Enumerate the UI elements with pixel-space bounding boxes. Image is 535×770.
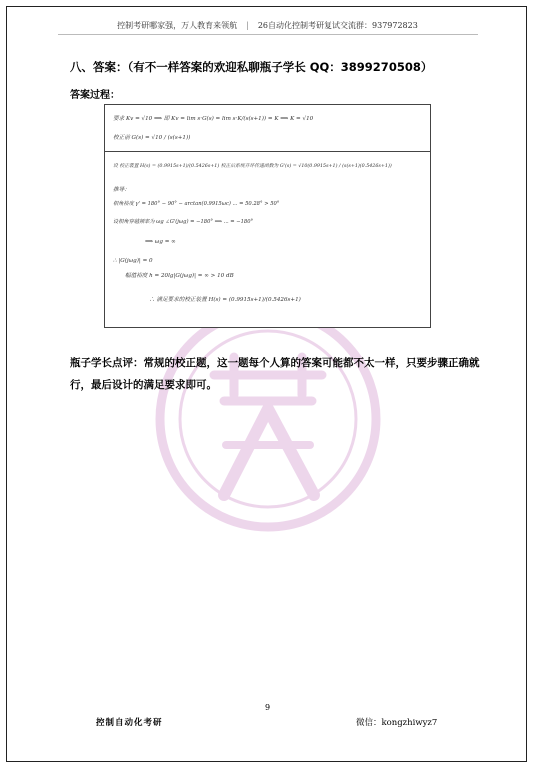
- page-number: 9: [264, 703, 271, 712]
- header-rule: [58, 34, 478, 35]
- hw-line-4: 推导：: [113, 187, 130, 193]
- watermark-logo: [154, 305, 382, 533]
- handwriting-layer: [105, 105, 432, 329]
- page-header: [0, 20, 535, 31]
- hw-line-9: 幅值裕度 h = 20lg|G(jωg)| = ∞ > 10 dB: [125, 273, 234, 279]
- hw-line-3: 设 校正装置 H(s) = (0.9915s+1)/(0.5426s+1) 校正后系统开环传递函数为 G'(s) = √10(0.9915s+1) / (s(s+1)(0.5426s+1)): [113, 164, 392, 169]
- header-right-text: 26自动化控制考研复试交流群：937972823: [257, 21, 418, 30]
- footer-right-text: 微信：kongzhiwyz7: [356, 718, 438, 728]
- hw-line-6: 设相角穿越频率为 ωg ∠G'(jωg) = −180° ⟹ ... = −180°: [113, 219, 254, 225]
- hw-line-1: 要求 Kv = √10 ⟹ 即 Kv = lim s·G(s) = lim s·K/(s(s+1)) = K ⟹ K = √10: [113, 116, 314, 122]
- hw-line-5: 相角裕度 γ' = 180° − 90° − arctan(0.9915ωc) ... = 50.28° > 50°: [113, 201, 280, 207]
- answer-process-label: 答案过程：: [70, 90, 120, 101]
- header-left-text: 控制考研哪家强，万人教育来领航: [117, 21, 238, 30]
- teacher-comment: 瓶子学长点评：常规的校正题，这一题每个人算的答案可能都不太一样，只要步骤正确就行，最后设计的满足要求即可。: [70, 357, 480, 391]
- hw-line-10: ∴ 满足要求的校正装置 H(s) = (0.9915s+1)/(0.5426s+1): [149, 297, 301, 303]
- hw-line-2: 校正前 G(s) = √10 / (s(s+1)): [113, 135, 191, 141]
- handwritten-answer-image: [104, 104, 431, 328]
- section-title: 八、答案：（有不一样答案的欢迎私聊瓶子学长 QQ：3899270508）: [70, 60, 433, 74]
- hw-line-8: ∴ |G(jωg)| = 0: [113, 258, 153, 264]
- footer-left-text: 控制自动化考研: [96, 718, 163, 728]
- hw-line-7: ⟹ ωg = ∞: [145, 239, 176, 245]
- header-separator: |: [246, 21, 249, 30]
